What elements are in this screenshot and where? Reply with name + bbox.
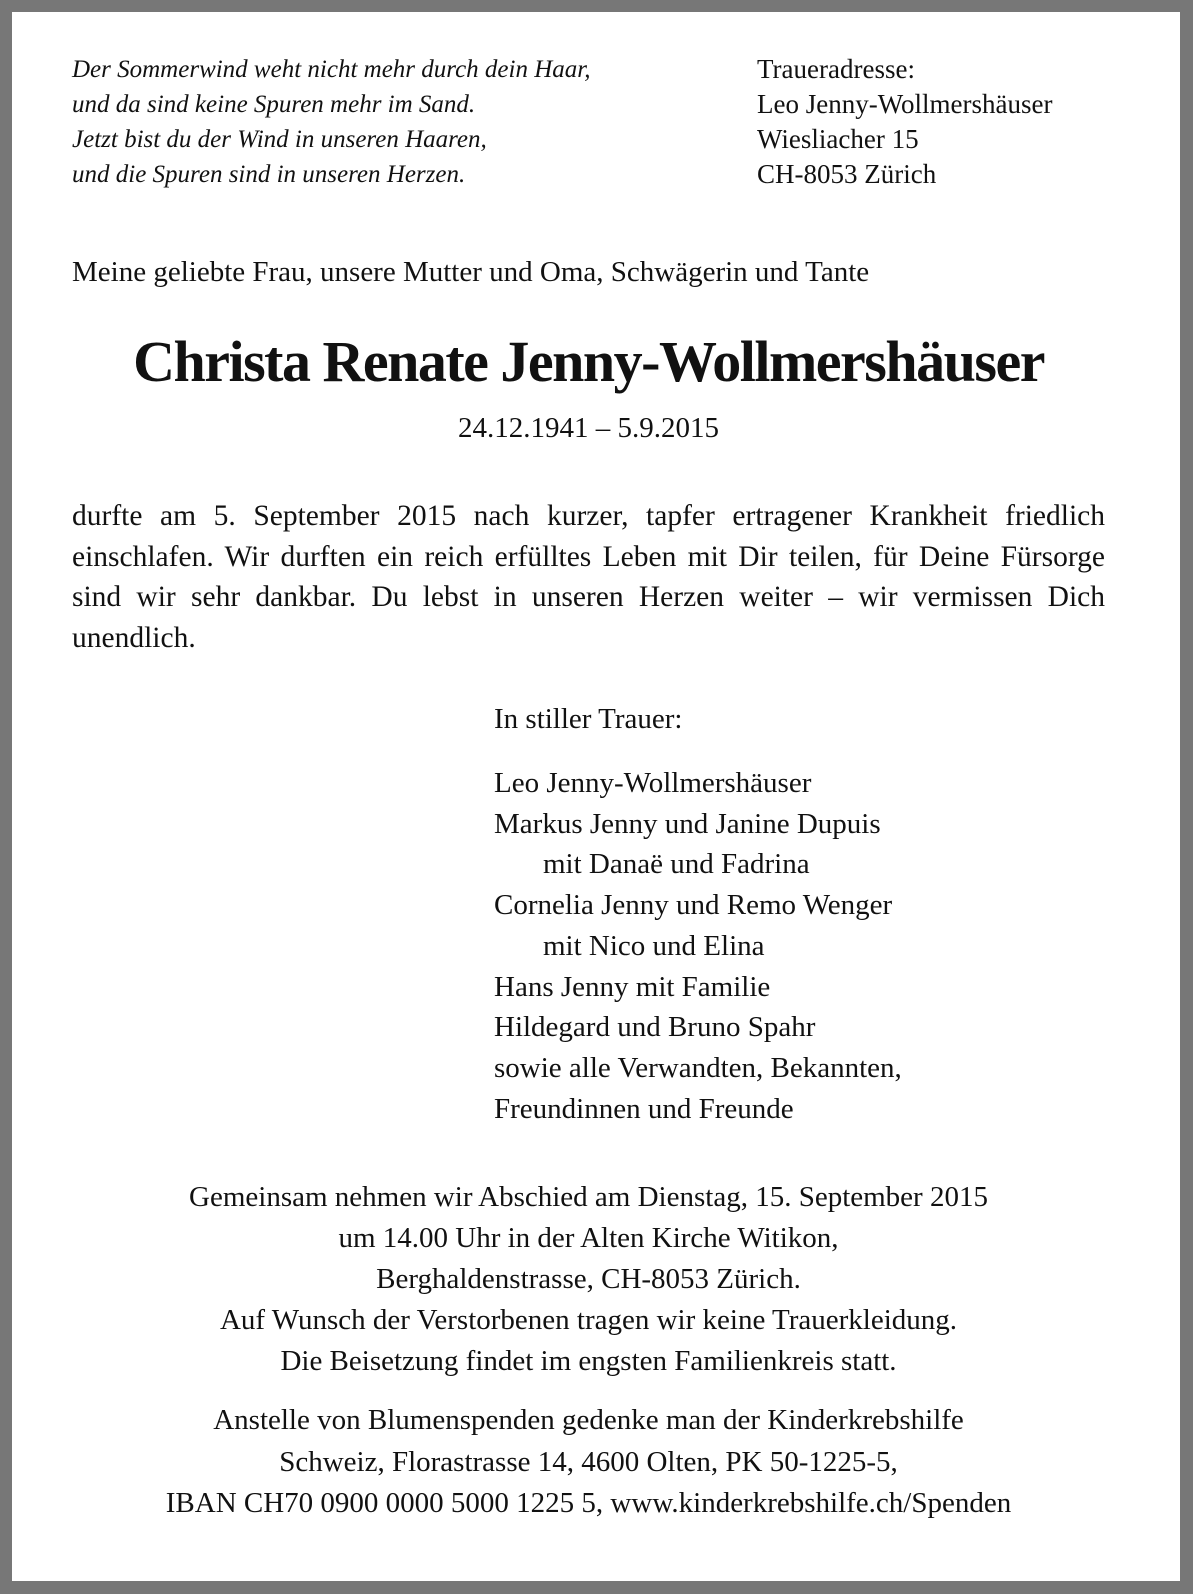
- closing-line: Berghaldenstrasse, CH-8053 Zürich.: [376, 1263, 801, 1295]
- family-member: Hans Jenny mit Familie: [494, 970, 771, 1003]
- family-member: Markus Jenny und Janine Dupuis: [494, 807, 881, 840]
- motto-line: und da sind keine Spuren mehr im Sand.: [72, 91, 476, 118]
- donation-line: IBAN CH70 0900 0000 5000 1225 5, www.kinderkrebshilfe.ch/Spenden: [165, 1487, 1012, 1519]
- address-line: Leo Jenny-Wollmershäuser: [757, 89, 1053, 119]
- donation-line: Anstelle von Blumenspenden gedenke man der Kinderkrebshilfe: [213, 1404, 964, 1436]
- intro-text: Meine geliebte Frau, unsere Mutter und Oma, Schwägerin und Tante: [72, 256, 870, 288]
- family-member: Freundinnen und Freunde: [494, 1092, 794, 1125]
- body-text: durfte am 5. September 2015 nach kurzer, tapfer ertragener Krankheit friedlich einschlafen. Wir durften ein reich erfülltes Leben mit Dir teilen, für Deine Fürsorge sind wir sehr dankbar. Du lebst in unseren Herzen weiter – wir vermissen Dich unendlich.: [72, 500, 1105, 654]
- address-line: CH-8053 Zürich: [757, 159, 937, 189]
- funeral-details: [0, 1177, 1177, 1382]
- closing-line: Auf Wunsch der Verstorbenen tragen wir keine Trauerkleidung.: [219, 1304, 958, 1336]
- family-member: Cornelia Jenny und Remo Wenger: [494, 889, 893, 922]
- donation-line: Schweiz, Florastrasse 14, 4600 Olten, PK 50-1225-5,: [279, 1445, 898, 1478]
- donation-info: [0, 1400, 1177, 1525]
- address-line: Traueradresse:: [757, 54, 915, 84]
- mourning-address: [757, 52, 1052, 192]
- address-line: Wiesliacher 15: [757, 124, 919, 154]
- closing-line: um 14.00 Uhr in der Alten Kirche Witikon,: [338, 1222, 839, 1254]
- mourning-heading: In stiller Trauer:: [494, 703, 683, 735]
- motto-line: Jetzt bist du der Wind in unseren Haaren,: [72, 126, 487, 153]
- family-member: sowie alle Verwandten, Bekannten,: [494, 1051, 902, 1084]
- family-member: mit Nico und Elina: [543, 929, 765, 962]
- motto-poem: [72, 52, 590, 192]
- motto-line: und die Spuren sind in unseren Herzen.: [72, 161, 466, 188]
- family-member: mit Danaë und Fadrina: [543, 848, 810, 881]
- deceased-name: Christa Renate Jenny-Wollmershäuser: [133, 329, 1044, 394]
- family-list: [494, 763, 902, 1129]
- motto-line: Der Sommerwind weht nicht mehr durch dein Haar,: [72, 56, 591, 83]
- closing-line: Gemeinsam nehmen wir Abschied am Dienstag, 15. September 2015: [189, 1181, 988, 1213]
- closing-line: Die Beisetzung findet im engsten Familienkreis statt.: [280, 1345, 897, 1377]
- family-member: Hildegard und Bruno Spahr: [494, 1011, 816, 1044]
- family-member: Leo Jenny-Wollmershäuser: [494, 767, 812, 799]
- life-dates: 24.12.1941 – 5.9.2015: [458, 412, 719, 444]
